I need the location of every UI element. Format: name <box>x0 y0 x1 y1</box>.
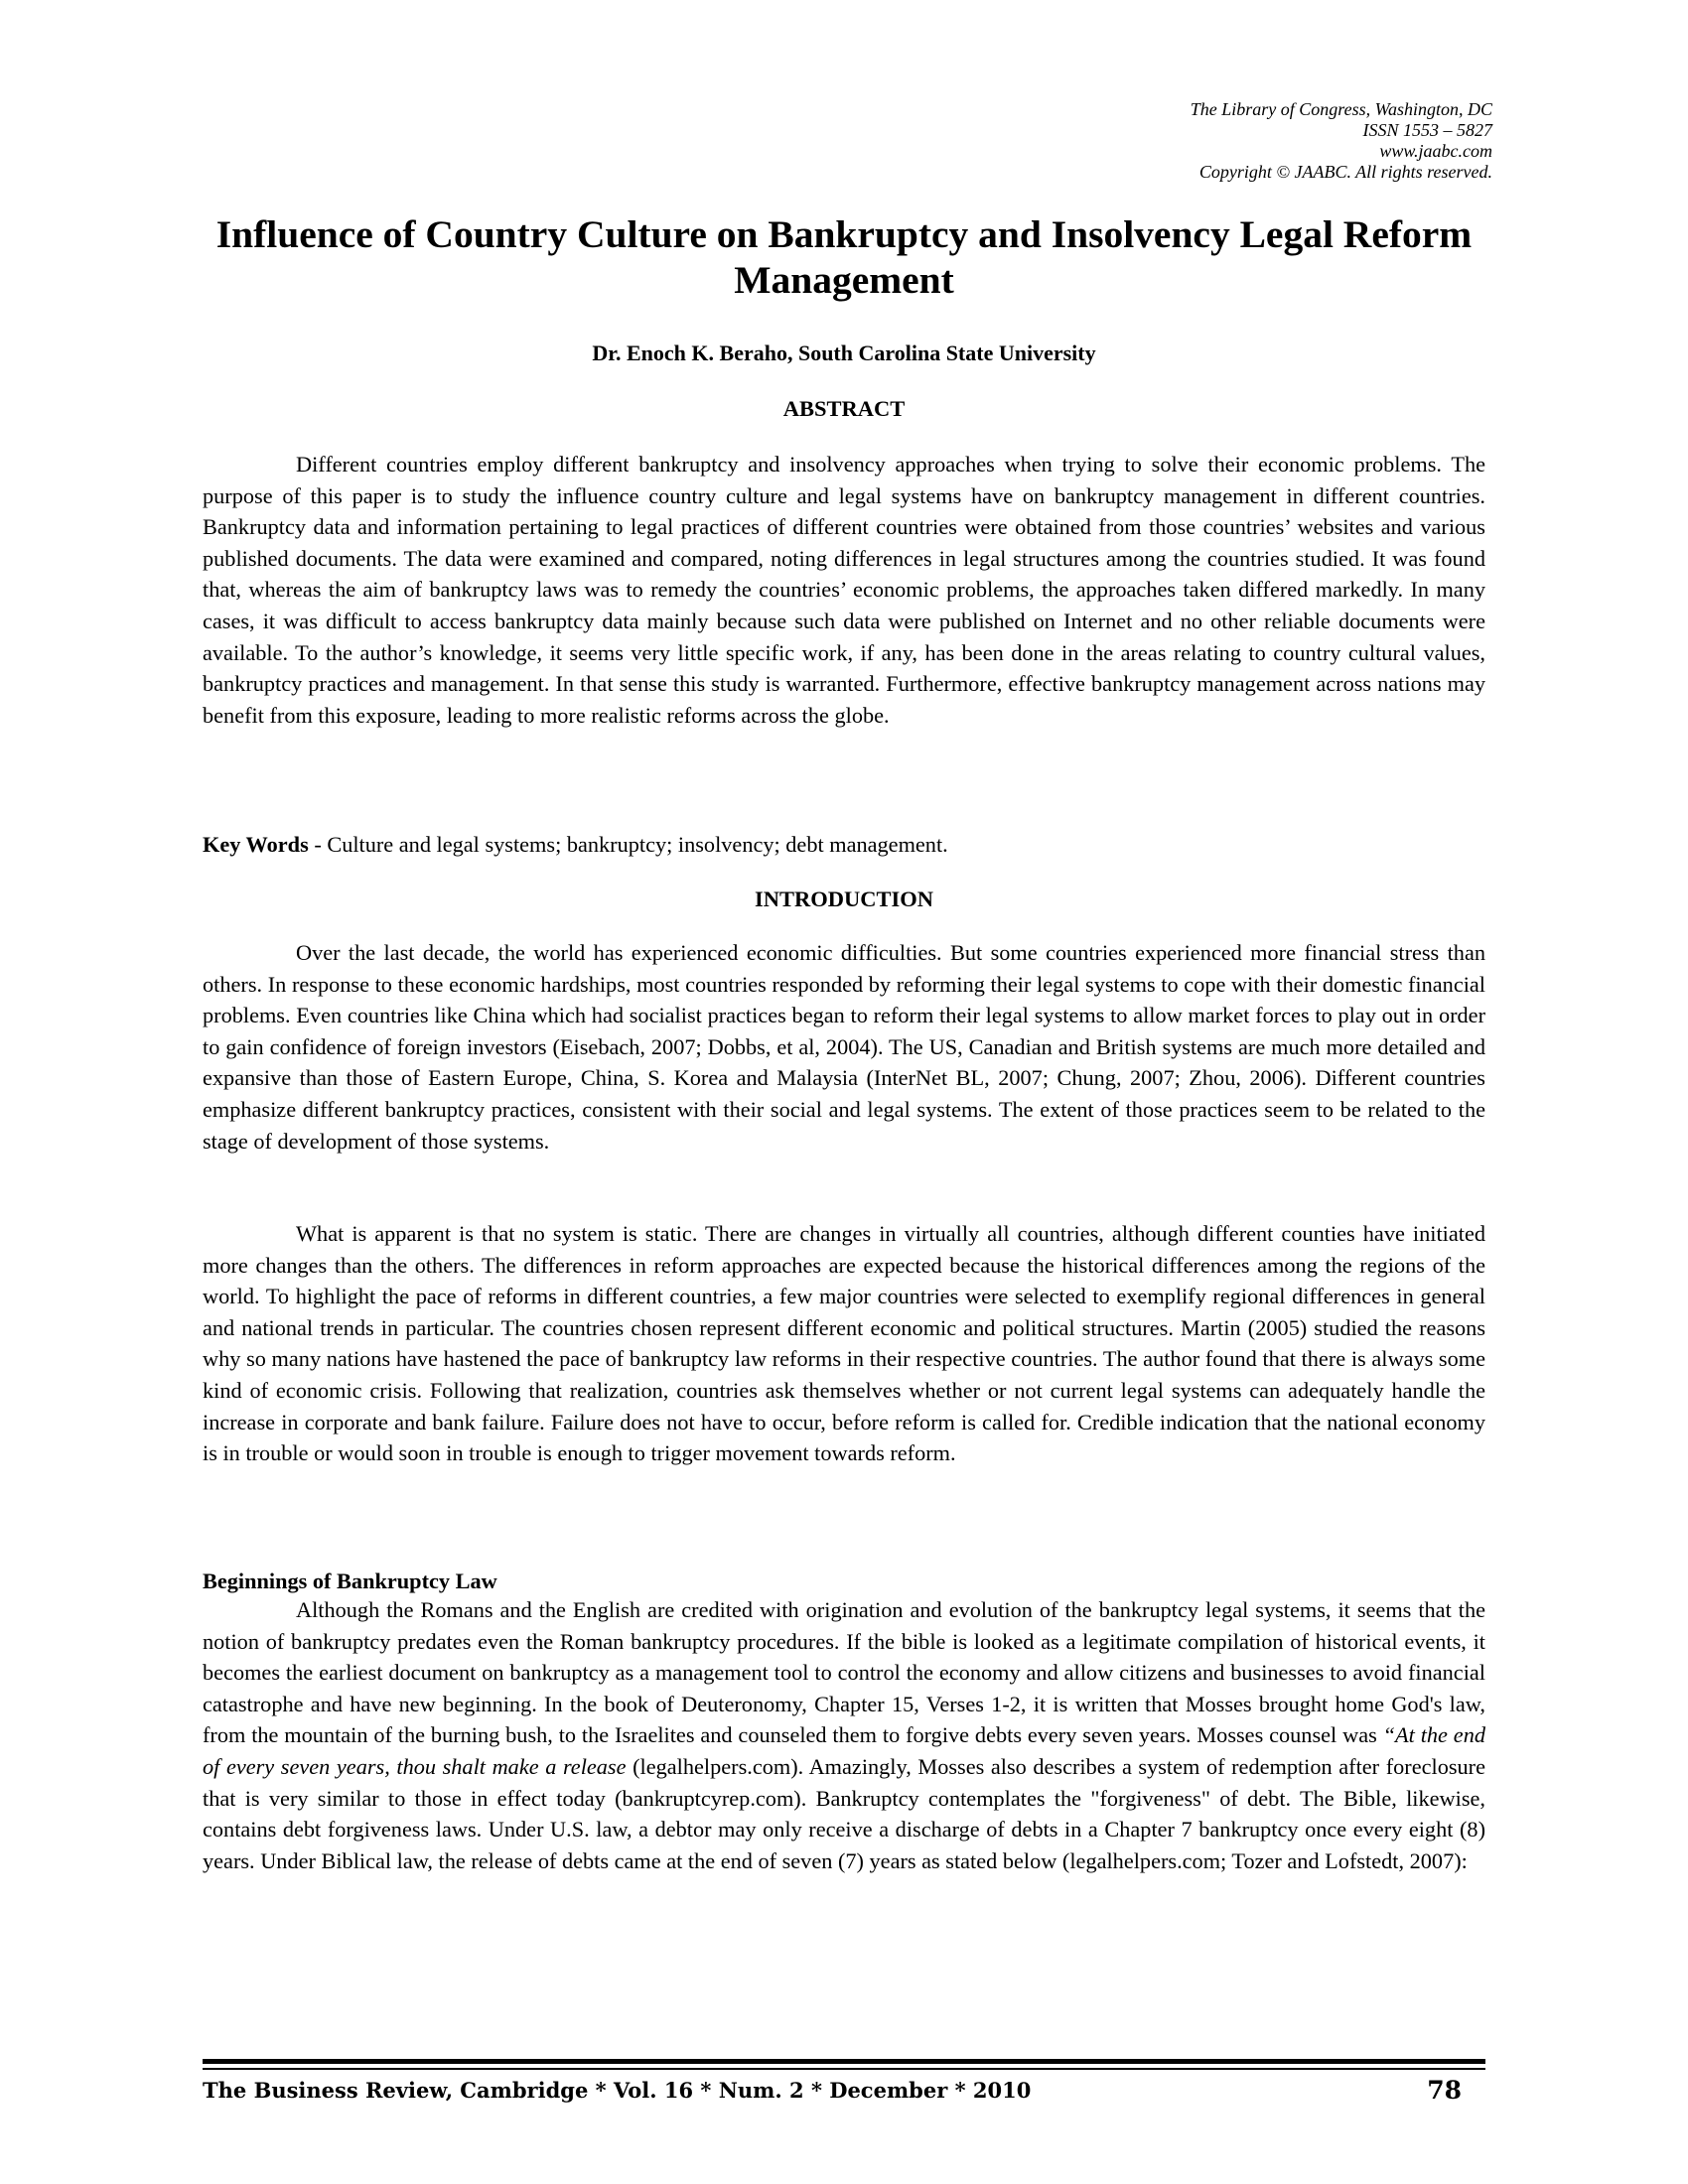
beginnings-paragraph <box>203 1594 1485 1876</box>
publication-header <box>897 99 1492 183</box>
page-number: 78 <box>1427 2076 1462 2105</box>
keywords-text: - Culture and legal systems; bankruptcy; insolvency; debt management. <box>308 832 948 857</box>
beginnings-heading: Beginnings of Bankruptcy Law <box>203 1569 497 1593</box>
header-website-line: www.jaabc.com <box>1379 141 1492 161</box>
beginnings-section <box>203 1594 1485 1876</box>
abstract-text: Different countries employ different bankruptcy and insolvency approaches when trying to solve their economic problems. The purpose of this paper is to study the influence country culture and legal systems have on bankruptcy management in different countries. Bankruptcy data and information pertaining to legal practices of different countries were obtained from those countries’ websites and various published documents. The data were examined and compared, noting differences in legal structures among the countries studied. It was found that, whereas the aim of bankruptcy laws was to remedy the countries’ economic problems, the approaches taken differed markedly. In many cases, it was difficult to access bankruptcy data mainly because such data were published on Internet and no other reliable documents were available. To the author’s knowledge, it seems very little specific work, if any, has been done in the areas relating to country cultural values, bankruptcy practices and management. In that sense this study is warranted. Furthermore, effective bankruptcy management across nations may benefit from this exposure, leading to more realistic reforms across the globe. <box>203 452 1485 728</box>
abstract-section <box>203 449 1485 731</box>
keywords-line <box>203 829 1485 861</box>
footer-journal-citation: The Business Review, Cambridge * Vol. 16 * Num. 2 * December * 2010 <box>203 2078 1032 2103</box>
author-line: Dr. Enoch K. Beraho, South Carolina State University <box>592 341 1096 365</box>
footer-rule-thin <box>203 2068 1485 2070</box>
paper-title: Influence of Country Culture on Bankruptcy and Insolvency Legal Reform Management <box>215 212 1473 302</box>
footer-rule-thick <box>203 2059 1485 2064</box>
header-issn-line: ISSN 1553 – 5827 <box>1362 120 1492 140</box>
abstract-heading: ABSTRACT <box>782 396 906 421</box>
keywords-section <box>203 829 1485 861</box>
introduction-paragraph-1: Over the last decade, the world has experienced economic difficulties. But some countries experienced more financial stress than others. In response to these economic hardships, most countries responded by reforming their legal systems to cope with their domestic financial problems. Even countries like China which had socialist practices began to reform their legal systems to allow market forces to play out in order to gain confidence of foreign investors (Eisebach, 2007; Dobbs, et al, 2004). The US, Canadian and British systems are much more detailed and expansive than those of Eastern Europe, China, S. Korea and Malaysia (InterNet BL, 2007; Chung, 2007; Zhou, 2006). Different countries emphasize different bankruptcy practices, consistent with their social and legal systems. The extent of those practices seem to be related to the stage of development of those systems. <box>203 940 1485 1154</box>
beginnings-text-part-2: (legalhelpers.com). Amazingly, Mosses also describes a system of redemption after foreclosure that is very similar to those in effect today (bankruptcyrep.com). Bankruptcy contemplates the "forgiveness" of debt. The Bible, likewise, contains debt forgiveness laws. Under U.S. law, a debtor may only receive a discharge of debts in a Chapter 7 bankruptcy once every eight (8) years. Under Biblical law, the release of debts came at the end of seven (7) years as stated below (legalhelpers.com; Tozer and Lofstedt, 2007): <box>203 1753 1485 1873</box>
biblical-quote: “At the end of every seven years, thou shalt make a release <box>203 1722 1485 1779</box>
introduction-paragraph-2-block <box>203 1218 1485 1469</box>
header-library-line: The Library of Congress, Washington, DC <box>1190 99 1492 119</box>
beginnings-text-part-1: Although the Romans and the English are credited with origination and evolution of the bankruptcy legal systems, it seems that the notion of bankruptcy predates even the Roman bankruptcy procedures. If the bible is looked as a legitimate compilation of historical events, it becomes the earliest document on bankruptcy as a management tool to control the economy and allow citizens and businesses to avoid financial catastrophe and have new beginning. In the book of Deuteronomy, Chapter 15, Verses 1-2, it is written that Mosses brought home God's law, from the mountain of the burning bush, to the Israelites and counseled them to forgive debts every seven years. Mosses counsel was <box>203 1597 1485 1748</box>
introduction-paragraph-1-block <box>203 937 1485 1157</box>
page-footer <box>203 2076 1485 2106</box>
header-copyright-line: Copyright © JAABC. All rights reserved. <box>1198 162 1492 182</box>
introduction-heading: INTRODUCTION <box>754 887 934 911</box>
introduction-paragraph-2: What is apparent is that no system is static. There are changes in virtually all countries, although different counties have initiated more changes than the others. The differences in reform approaches are expected because the historical differences among the regions of the world. To highlight the pace of reforms in different countries, a few major countries were selected to exemplify regional differences in general and national trends in particular. The countries chosen represent different economic and political structures. Martin (2005) studied the reasons why so many nations have hastened the pace of bankruptcy law reforms in their respective countries. The author found that there is always some kind of economic crisis. Following that realization, countries ask themselves whether or not current legal systems can adequately handle the increase in corporate and bank failure. Failure does not have to occur, before reform is called for. Credible indication that the national economy is in trouble or would soon in trouble is enough to trigger movement towards reform. <box>203 1221 1485 1466</box>
keywords-label: Key Words <box>203 832 309 857</box>
